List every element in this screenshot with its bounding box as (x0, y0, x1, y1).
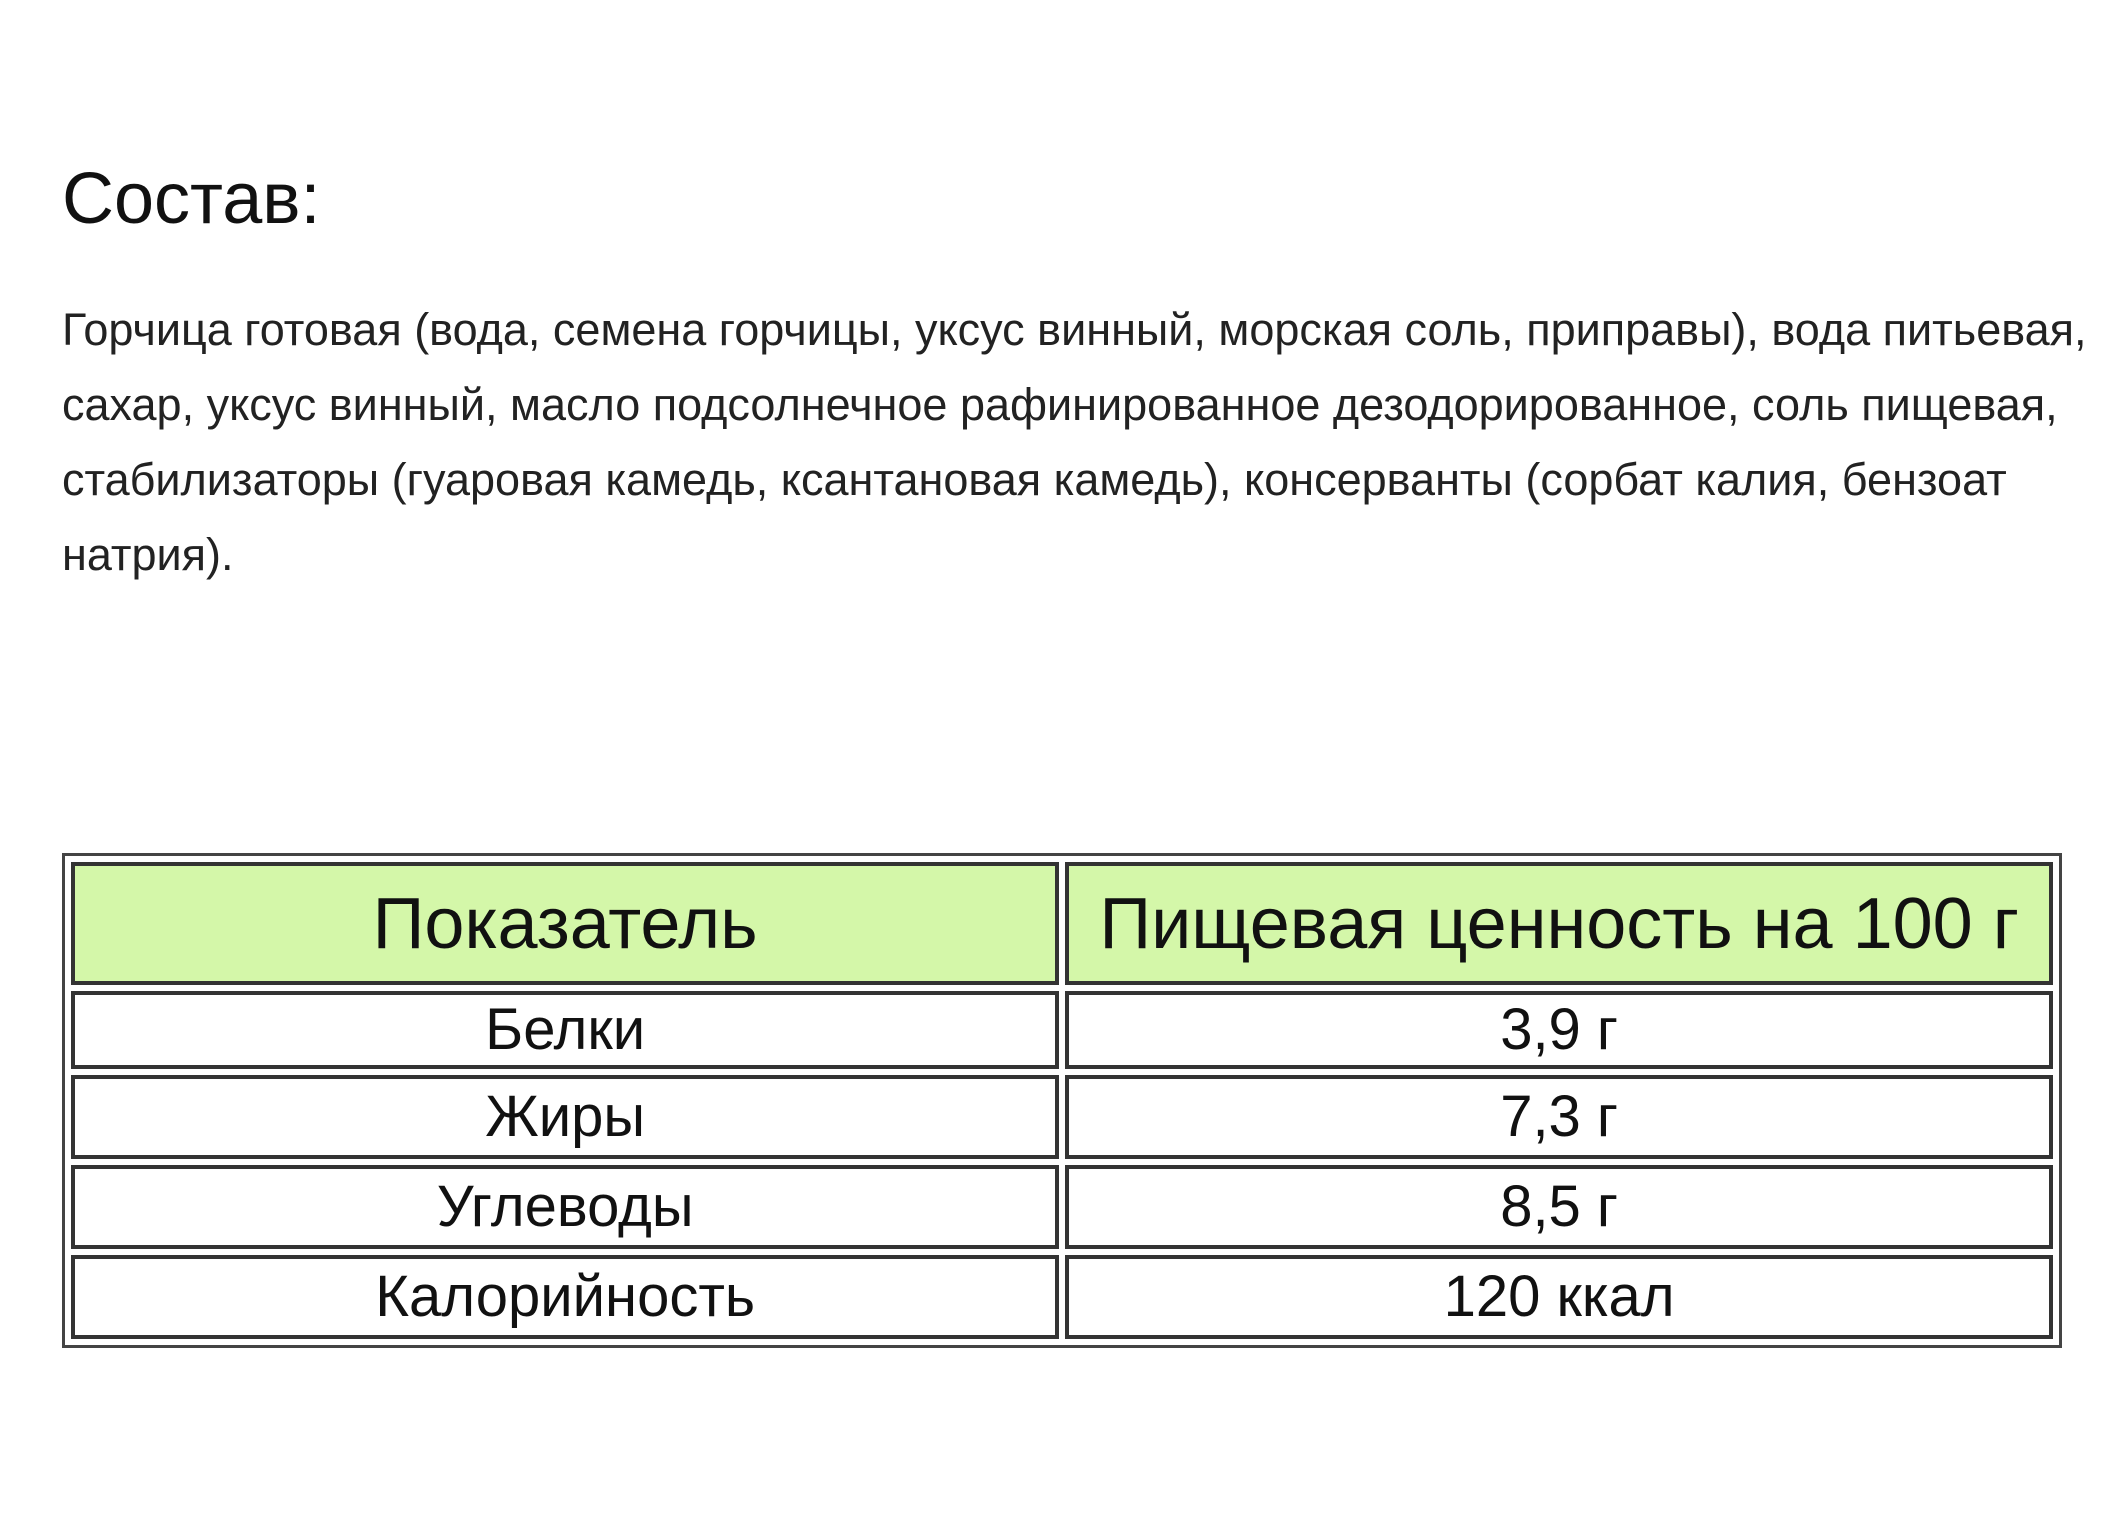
composition-text: Горчица готовая (вода, семена горчицы, уксус винный, морская соль, приправы), вода питьевая, сахар, уксус винный, масло подсолнечное рафинированное дезодорированное, соль пищевая, стабилизаторы (гуаровая камедь, ксантановая камедь), консерванты (сорбат калия, бензоат натрия). (62, 304, 2087, 580)
row-indicator-carbs: Углеводы (71, 1165, 1059, 1249)
table-row (71, 1165, 2053, 1249)
row-value-fats: 7,3 г (1065, 1075, 2053, 1159)
composition-title: Состав: (62, 159, 321, 239)
table-row (71, 991, 2053, 1069)
row-value-proteins: 3,9 г (1065, 991, 2053, 1069)
row-indicator-proteins: Белки (71, 991, 1059, 1069)
header-nutrition-value: Пищевая ценность на 100 г (1065, 862, 2053, 985)
row-indicator-fats: Жиры (71, 1075, 1059, 1159)
table-header-row (71, 862, 2053, 985)
row-value-carbs: 8,5 г (1065, 1165, 2053, 1249)
nutrition-table (62, 853, 2062, 1348)
header-indicator: Показатель (71, 862, 1059, 985)
table-row (71, 1075, 2053, 1159)
table-row (71, 1255, 2053, 1339)
row-indicator-calories: Калорийность (71, 1255, 1059, 1339)
row-value-calories: 120 ккал (1065, 1255, 2053, 1339)
